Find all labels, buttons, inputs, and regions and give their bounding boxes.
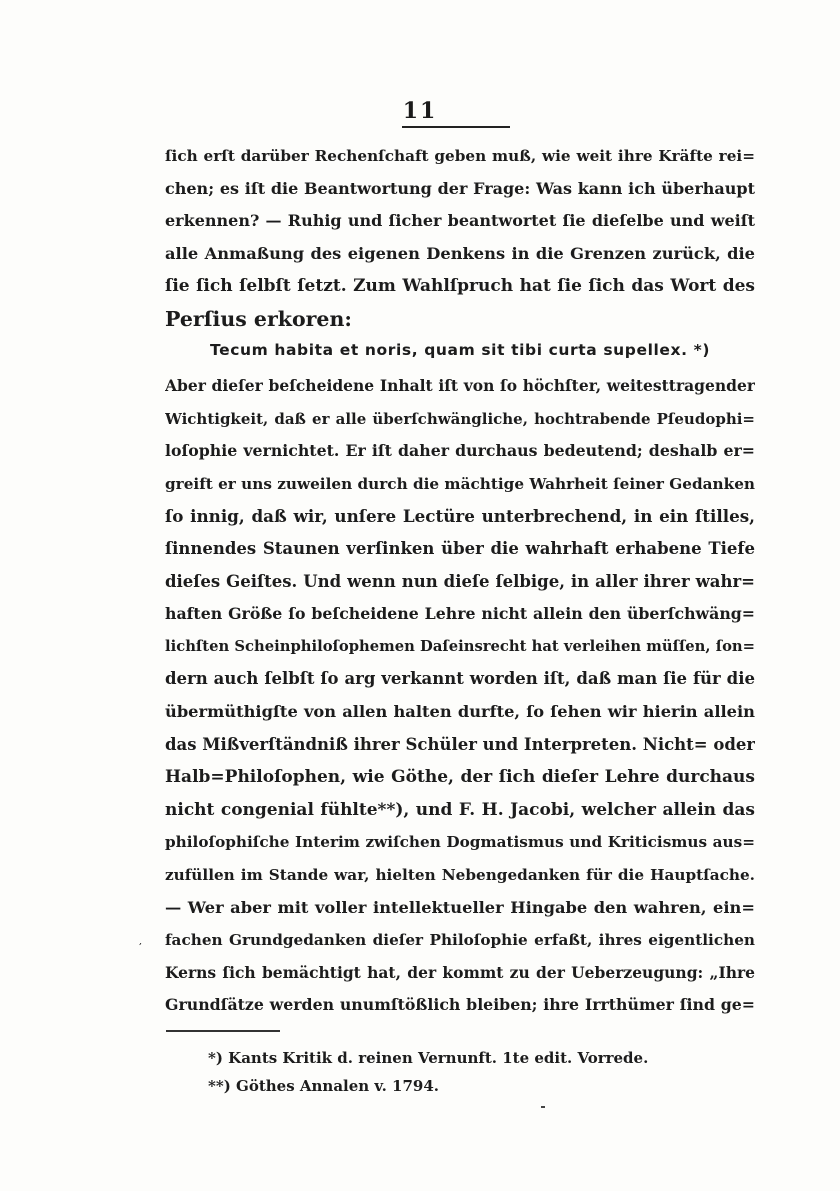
text-line: dern auch ſelbſt ſo arg verkannt worden iſt, daß man ſie für die	[165, 669, 755, 689]
text-line: erkennen? — Ruhig und ſicher beantwortet ſie dieſelbe und weiſt	[165, 211, 755, 231]
page-number: 11	[402, 98, 438, 124]
text-line: chen; es iſt die Beantwortung der Frage: Was kann ich überhaupt	[165, 178, 755, 198]
footnote-rule	[166, 1030, 280, 1032]
text-line: ſo innig, daß wir, unſere Lectüre unterbrechend, in ein ſtilles,	[165, 506, 755, 527]
text-line: philoſophiſche Interim zwiſchen Dogmatismus und Kriticismus aus=	[165, 833, 755, 852]
text-line: greift er uns zuweilen durch die mächtige Wahrheit ſeiner Gedanken	[165, 474, 755, 493]
text-line: ſich erſt darüber Rechenſchaft geben muß, wie weit ihre Kräfte rei=	[165, 147, 755, 165]
text-line: loſophie vernichtet. Er iſt daher durchaus bedeutend; deshalb er=	[165, 441, 755, 461]
footnote-goethe: **) Göthes Annalen v. 1794.	[208, 1077, 440, 1095]
text-line: Wichtigkeit, daß er alle überſchwängliche, hochtrabende Pſeudophi=	[165, 409, 755, 428]
latin-quote: Tecum habita et noris, quam sit tibi curta supellex. *)	[209, 341, 711, 359]
text-line: Halb=Philoſophen, wie Göthe, der ſich dieſer Lehre durchaus	[165, 767, 755, 788]
text-line: dieſes Geiſtes. Und wenn nun dieſe ſelbige, in aller ihrer wahr=	[165, 571, 755, 591]
text-line: nicht congenial fühlte**), und F. H. Jacobi, welcher allein das	[165, 799, 755, 820]
text-line: das Mißverſtändniß ihrer Schüler und Interpreten. Nicht= oder	[165, 734, 755, 754]
text-line: übermüthigſte von allen halten durfte, ſo ſehen wir hierin allein	[165, 701, 755, 721]
text-line: alle Anmaßung des eigenen Denkens in die Grenzen zurück, die	[165, 243, 755, 263]
paragraph-opening	[165, 140, 755, 336]
text-line: zufüllen im Stande war, hielten Nebengedanken für die Hauptſache.	[165, 865, 755, 884]
paragraph-main	[165, 370, 755, 1022]
header-rule	[402, 126, 510, 128]
text-line: haften Größe ſo beſcheidene Lehre nicht allein den überſchwäng=	[165, 604, 755, 624]
text-line: Aber dieſer beſcheidene Inhalt iſt von ſo höchſter, weitesttragender	[165, 376, 755, 395]
print-speck	[541, 1106, 545, 1108]
text-line: Grundſätze werden unumſtößlich bleiben; ihre Irrthümer ſind ge=	[165, 995, 755, 1015]
footnote-kant: *) Kants Kritik d. reinen Vernunft. 1te edit. Vorrede.	[208, 1049, 649, 1067]
text-line: ſinnendes Staunen verſinken über die wahrhaft erhabene Tiefe	[165, 538, 755, 558]
text-line: — Wer aber mit voller intellektueller Hingabe den wahren, ein=	[165, 897, 755, 917]
text-line: lichſten Scheinphiloſophemen Daſeinsrecht hat verleihen müſſen, ſon=	[165, 637, 755, 655]
text-line: fachen Grundgedanken dieſer Philoſophie erfaßt, ihres eigentlichen	[165, 931, 755, 950]
text-line: ſie ſich ſelbſt ſetzt. Zum Wahlſpruch hat ſie ſich das Wort des	[165, 276, 755, 297]
text-line: Kerns ſich bemächtigt hat, der kommt zu der Ueberzeugung: „Ihre	[165, 962, 755, 982]
footnotes	[208, 1044, 728, 1100]
text-line: Perſius erkoren:	[165, 306, 352, 331]
